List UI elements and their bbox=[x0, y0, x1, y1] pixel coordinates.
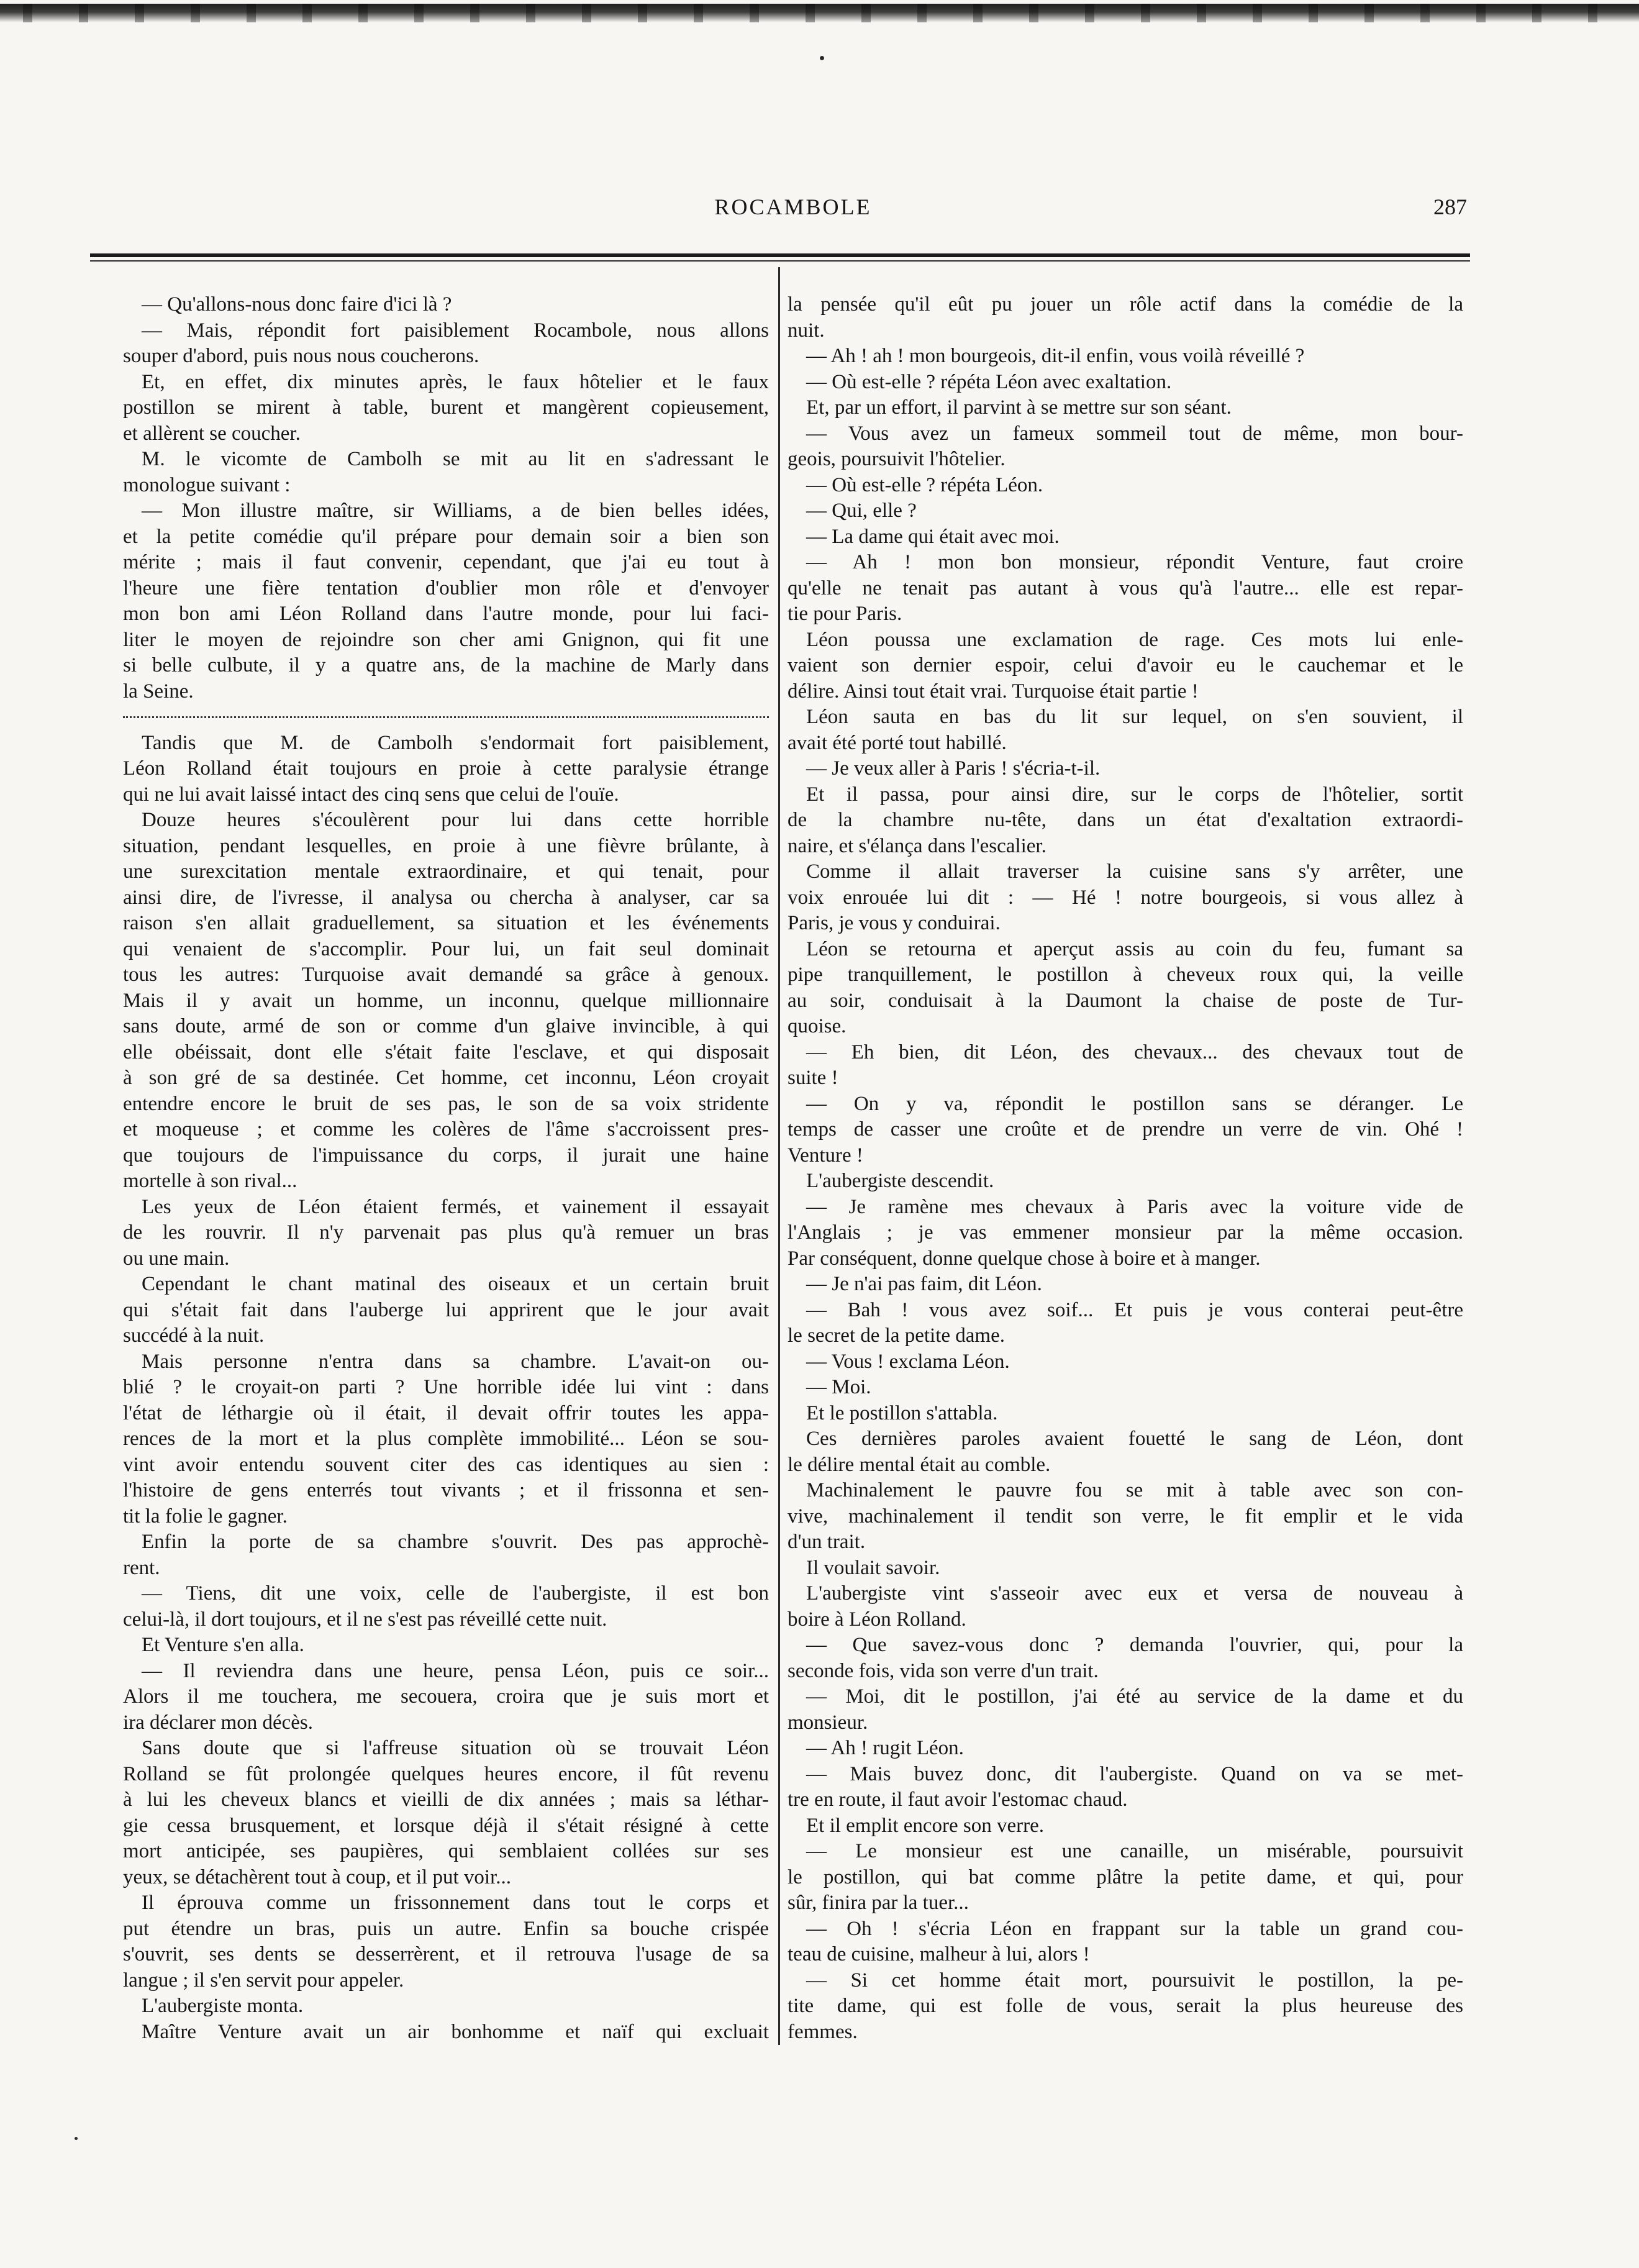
paragraph bbox=[788, 1272, 1463, 1298]
text-line: — Mais, répondit fort paisiblement Rocambole, nous allons bbox=[142, 319, 769, 342]
paragraph bbox=[788, 524, 1463, 550]
text-line: quoise. bbox=[788, 1015, 847, 1037]
scan-edge bbox=[0, 4, 1639, 22]
text-line: à lui les cheveux blancs et vieilli de dix années ; mais sa léthar- bbox=[123, 1788, 769, 1811]
text-line: vaient son dernier espoir, celui d'avoir eu le cauchemar et le bbox=[788, 654, 1463, 676]
paragraph bbox=[788, 1581, 1463, 1633]
running-title: ROCAMBOLE bbox=[714, 194, 872, 219]
text-line: put étendre un bras, puis un autre. Enfin sa bouche crispée bbox=[123, 1917, 769, 1940]
text-line: teau de cuisine, malheur à lui, alors ! bbox=[788, 1943, 1090, 1965]
paragraph bbox=[788, 1736, 1463, 1762]
text-line: L'aubergiste descendit. bbox=[806, 1170, 994, 1192]
text-line: Et le postillon s'attabla. bbox=[806, 1401, 998, 1424]
paragraph bbox=[788, 1684, 1463, 1736]
paragraph bbox=[788, 1091, 1463, 1169]
text-line: si belle culbute, il y a quatre ans, de la machine de Marly dans bbox=[123, 654, 769, 676]
paragraph bbox=[788, 1195, 1463, 1272]
text-line: — Ah ! ah ! mon bourgeois, dit-il enfin, vous voilà réveillé ? bbox=[806, 345, 1305, 367]
text-line: tre en route, il faut avoir l'estomac chaud. bbox=[788, 1788, 1128, 1811]
text-line: Alors il me touchera, me secouera, croira que je suis mort et bbox=[123, 1685, 769, 1708]
paragraph bbox=[788, 756, 1463, 782]
text-line: Paris, je vous y conduirai. bbox=[788, 912, 1001, 934]
text-line: Les yeux de Léon étaient fermés, et vainement il essayait bbox=[142, 1195, 769, 1218]
text-line: — Je ramène mes chevaux à Paris avec la voiture vide de bbox=[806, 1195, 1463, 1218]
text-line: geois, poursuivit l'hôtelier. bbox=[788, 448, 1006, 470]
text-line: de les rouvrir. Il n'y parvenait pas plus qu'à remuer un bras bbox=[123, 1221, 769, 1244]
text-line: l'état de léthargie où il était, il devait offrir toutes les appa- bbox=[123, 1401, 769, 1424]
paragraph bbox=[788, 1168, 1463, 1195]
text-line: vint avoir entendu souvent citer des cas identiques au sien : bbox=[123, 1453, 769, 1476]
paragraph bbox=[788, 1040, 1463, 1091]
text-line: L'aubergiste monta. bbox=[142, 1995, 304, 2017]
paragraph bbox=[123, 731, 769, 808]
text-line: — Où est-elle ? répéta Léon. bbox=[806, 473, 1043, 496]
text-line: et la petite comédie qu'il prépare pour demain soir a bien son bbox=[123, 525, 769, 548]
paragraph bbox=[788, 550, 1463, 627]
text-line: L'aubergiste vint s'asseoir avec eux et versa de nouveau à bbox=[806, 1582, 1463, 1605]
right-column bbox=[788, 292, 1463, 2045]
text-line: Venture ! bbox=[788, 1144, 863, 1167]
text-line: yeux, se détachèrent tout à coup, et il put voir... bbox=[123, 1865, 511, 1888]
scan-speck bbox=[75, 2137, 78, 2140]
text-line: — Vous avez un fameux sommeil tout de même, mon bour- bbox=[806, 422, 1463, 445]
text-line: succédé à la nuit. bbox=[123, 1324, 265, 1347]
text-line: celui-là, il dort toujours, et il ne s'est pas réveillé cette nuit. bbox=[123, 1608, 607, 1631]
text-line: — Bah ! vous avez soif... Et puis je vous conterai peut-être bbox=[806, 1298, 1463, 1321]
text-line: Sans doute que si l'affreuse situation où se trouvait Léon bbox=[142, 1737, 769, 1759]
text-line: — Tiens, dit une voix, celle de l'aubergiste, il est bon bbox=[142, 1582, 769, 1605]
text-line: ira déclarer mon décès. bbox=[123, 1711, 313, 1734]
text-line: d'un trait. bbox=[788, 1531, 866, 1553]
text-line: la Seine. bbox=[123, 680, 194, 703]
text-line: Et il passa, pour ainsi dire, sur le corps de l'hôtelier, sortit bbox=[806, 783, 1463, 806]
paragraph bbox=[788, 1762, 1463, 1813]
text-line: Et, par un effort, il parvint à se mettre sur son séant. bbox=[806, 396, 1232, 419]
text-line: mérite ; mais il faut convenir, cependant, que j'ai eu tout à bbox=[123, 551, 769, 573]
text-line: sûr, finira par la tuer... bbox=[788, 1892, 969, 1914]
text-line: l'histoire de gens enterrés tout vivants ; et il frissonna et sen- bbox=[123, 1479, 769, 1501]
paragraph bbox=[788, 859, 1463, 937]
text-line: qui ne lui avait laissé intact des cinq sens que celui de l'ouïe. bbox=[123, 783, 619, 806]
text-line: Mais personne n'entra dans sa chambre. L'avait-on ou- bbox=[142, 1350, 769, 1373]
text-line: ainsi dire, de l'ivresse, il analysa ou chercha à analyser, car sa bbox=[123, 886, 769, 909]
text-line: boire à Léon Rolland. bbox=[788, 1608, 966, 1631]
text-line: naire, et s'élança dans l'escalier. bbox=[788, 834, 1047, 857]
text-line: le postillon, qui bat comme plâtre la petite dame, et qui, pour bbox=[788, 1865, 1463, 1888]
scan-speck bbox=[820, 56, 824, 60]
section-separator bbox=[123, 704, 769, 731]
text-line: Mais il y avait un homme, un inconnu, quelque millionnaire bbox=[123, 989, 769, 1012]
text-line: Maître Venture avait un air bonhomme et naïf qui excluait bbox=[142, 2020, 769, 2043]
paragraph bbox=[788, 1968, 1463, 2046]
text-line: l'Anglais ; je vas emmener monsieur par la même occasion. bbox=[788, 1221, 1463, 1244]
text-line: Léon poussa une exclamation de rage. Ces mots lui enle- bbox=[806, 628, 1463, 651]
text-line: — Je veux aller à Paris ! s'écria-t-il. bbox=[806, 757, 1101, 780]
text-line: Rolland se fût prolongée quelques heures encore, il fût revenu bbox=[123, 1762, 769, 1785]
text-line: seconde fois, vida son verre d'un trait. bbox=[788, 1659, 1099, 1682]
text-line: — Vous ! exclama Léon. bbox=[806, 1350, 1010, 1373]
paragraph bbox=[788, 395, 1463, 421]
text-line: avait été porté tout habillé. bbox=[788, 731, 1007, 754]
text-line: — Moi, dit le postillon, j'ai été au service de la dame et du bbox=[806, 1685, 1463, 1708]
text-line: mort anticipée, ses paupières, qui semblaient collées sur ses bbox=[123, 1840, 769, 1862]
text-line: — Je n'ai pas faim, dit Léon. bbox=[806, 1273, 1042, 1295]
paragraph bbox=[788, 1426, 1463, 1478]
text-line: Il éprouva comme un frissonnement dans tout le corps et bbox=[142, 1892, 769, 1914]
column-rule bbox=[778, 267, 780, 2045]
paragraph bbox=[788, 292, 1463, 344]
paragraph bbox=[788, 1813, 1463, 1839]
paragraph bbox=[123, 292, 769, 318]
paragraph bbox=[788, 1298, 1463, 1349]
text-line: — Qui, elle ? bbox=[806, 499, 917, 522]
text-line: rent. bbox=[123, 1556, 160, 1579]
text-line: — La dame qui était avec moi. bbox=[806, 525, 1060, 548]
paragraph bbox=[788, 1401, 1463, 1427]
text-line: Il voulait savoir. bbox=[806, 1556, 940, 1579]
text-line: Douze heures s'écoulèrent pour lui dans cette horrible bbox=[142, 809, 769, 831]
paragraph bbox=[788, 421, 1463, 473]
text-line: tie pour Paris. bbox=[788, 603, 902, 625]
text-line: — Qu'allons-nous donc faire d'ici là ? bbox=[142, 293, 452, 316]
paragraph bbox=[788, 1633, 1463, 1684]
text-line: ou une main. bbox=[123, 1247, 230, 1270]
text-line: Léon Rolland était toujours en proie à cette paralysie étrange bbox=[123, 757, 769, 780]
text-line: — On y va, répondit le postillon sans se déranger. Le bbox=[806, 1092, 1463, 1115]
text-line: M. le vicomte de Cambolh se mit au lit en s'adressant le bbox=[142, 448, 769, 470]
text-line: langue ; il s'en servit pour appeler. bbox=[123, 1969, 404, 1992]
text-line: la pensée qu'il eût pu jouer un rôle actif dans la comédie de la bbox=[788, 293, 1463, 316]
paragraph bbox=[788, 1839, 1463, 1916]
text-line: situation, pendant lesquelles, en proie à une fièvre brûlante, à bbox=[123, 834, 769, 857]
text-line: de la chambre nu-tête, dans un état d'exaltation extraordi- bbox=[788, 809, 1463, 831]
text-line: s'ouvrit, ses dents se desserrèrent, et il retrouva l'usage de sa bbox=[123, 1943, 769, 1965]
paragraph bbox=[788, 473, 1463, 499]
text-line: vive, machinalement il tendit son verre, le fit emplir et le vida bbox=[788, 1505, 1463, 1528]
text-line: Et, en effet, dix minutes après, le faux hôtelier et le faux bbox=[142, 370, 769, 393]
text-line: femmes. bbox=[788, 2020, 858, 2043]
paragraph bbox=[788, 1349, 1463, 1375]
paragraph bbox=[788, 1478, 1463, 1555]
text-line: Léon se retourna et aperçut assis au coin du feu, fumant sa bbox=[806, 937, 1463, 960]
text-line: — Mon illustre maître, sir Williams, a de bien belles idées, bbox=[142, 499, 769, 522]
text-line: sans doute, armé de son or comme d'un glaive invincible, à qui bbox=[123, 1015, 769, 1037]
text-line: — Où est-elle ? répéta Léon avec exaltation. bbox=[806, 370, 1172, 393]
text-line: le secret de la petite dame. bbox=[788, 1324, 1005, 1347]
text-line: temps de casser une croûte et de prendre un verre de vin. Ohé ! bbox=[788, 1118, 1463, 1141]
text-line: — Eh bien, dit Léon, des chevaux... des chevaux tout de bbox=[806, 1041, 1463, 1063]
text-line: mortelle à son rival... bbox=[123, 1170, 297, 1192]
text-line: — Ah ! rugit Léon. bbox=[806, 1737, 964, 1759]
left-column bbox=[123, 292, 769, 2045]
paragraph bbox=[788, 627, 1463, 705]
text-line: entendre encore le bruit de ses pas, le son de sa voix stridente bbox=[123, 1092, 769, 1115]
text-line: que toujours de l'impuissance du corps, il jurait une haine bbox=[123, 1144, 769, 1167]
paragraph bbox=[788, 370, 1463, 396]
text-line: tous les autres: Turquoise avait demandé sa grâce à genoux. bbox=[123, 963, 769, 986]
text-line: souper d'abord, puis nous nous coucherons. bbox=[123, 345, 479, 367]
paragraph bbox=[123, 1581, 769, 1633]
paragraph bbox=[788, 1916, 1463, 1968]
text-line: qu'elle ne tenait pas autant à vous qu'à l'autre... elle est repar- bbox=[788, 576, 1463, 599]
paragraph bbox=[123, 447, 769, 498]
text-line: et allèrent se coucher. bbox=[123, 422, 301, 445]
paragraph bbox=[788, 498, 1463, 524]
text-line: — Oh ! s'écria Léon en frappant sur la table un grand cou- bbox=[806, 1917, 1463, 1940]
page-number: 287 bbox=[1433, 194, 1467, 219]
text-line: Comme il allait traverser la cuisine sans s'y arrêter, une bbox=[806, 860, 1463, 883]
paragraph bbox=[123, 1272, 769, 1349]
paragraph bbox=[788, 937, 1463, 1040]
paragraph bbox=[123, 370, 769, 447]
header-rule-thick bbox=[90, 253, 1470, 257]
text-line: l'heure une fière tentation d'oublier mon rôle et d'envoyer bbox=[123, 576, 769, 599]
text-line: — Le monsieur est une canaille, un misérable, poursuivit bbox=[806, 1840, 1463, 1862]
text-line: qui venaient de s'accomplir. Pour lui, un fait seul dominait bbox=[123, 937, 769, 960]
paragraph bbox=[123, 1993, 769, 2020]
paragraph bbox=[123, 1529, 769, 1581]
text-line: une surexcitation mentale extraordinaire, et qui tenait, pour bbox=[123, 860, 769, 883]
text-line: nuit. bbox=[788, 319, 825, 342]
text-line: Et Venture s'en alla. bbox=[142, 1634, 304, 1656]
text-line: à son gré de sa destinée. Cet homme, cet inconnu, Léon croyait bbox=[123, 1067, 769, 1089]
text-line: tit la folie le gagner. bbox=[123, 1505, 288, 1528]
paragraph bbox=[123, 1195, 769, 1272]
text-line: — Mais buvez donc, dit l'aubergiste. Quand on va se met- bbox=[806, 1762, 1463, 1785]
text-line: — Moi. bbox=[806, 1376, 871, 1398]
text-line: — Il reviendra dans une heure, pensa Léon, puis ce soir... bbox=[142, 1659, 769, 1682]
text-line: — Si cet homme était mort, poursuivit le postillon, la pe- bbox=[806, 1969, 1463, 1992]
text-line: Enfin la porte de sa chambre s'ouvrit. Des pas approchè- bbox=[142, 1531, 769, 1553]
text-line: postillon se mirent à table, burent et mangèrent copieusement, bbox=[123, 396, 769, 419]
text-line: rences de la mort et la plus complète immobilité... Léon se sou- bbox=[123, 1428, 769, 1450]
paragraph bbox=[788, 344, 1463, 370]
text-line: tite dame, qui est folle de vous, serait la plus heureuse des bbox=[788, 1995, 1463, 2017]
paragraph bbox=[123, 1633, 769, 1659]
text-line: Ces dernières paroles avaient fouetté le sang de Léon, dont bbox=[806, 1428, 1463, 1450]
paragraph bbox=[123, 1736, 769, 1890]
text-line: monologue suivant : bbox=[123, 473, 291, 496]
text-line: au soir, conduisait à la Daumont la chaise de poste de Tur- bbox=[788, 989, 1463, 1012]
text-line: raison s'en allait graduellement, sa situation et les événements bbox=[123, 912, 769, 934]
text-line: Et il emplit encore son verre. bbox=[806, 1814, 1045, 1837]
header-rule-thin bbox=[90, 260, 1470, 262]
text-line: qui s'était fait dans l'auberge lui apprirent que le jour avait bbox=[123, 1298, 769, 1321]
paragraph bbox=[123, 1349, 769, 1530]
text-line: monsieur. bbox=[788, 1711, 868, 1734]
text-line: — Que savez-vous donc ? demanda l'ouvrier, qui, pour la bbox=[806, 1634, 1463, 1656]
paragraph bbox=[788, 1555, 1463, 1582]
paragraph bbox=[123, 498, 769, 704]
text-line: délire. Ainsi tout était vrai. Turquoise était partie ! bbox=[788, 680, 1199, 703]
text-line: — Ah ! mon bon monsieur, répondit Venture, faut croire bbox=[806, 551, 1463, 573]
text-line: liter le moyen de rejoindre son cher ami Gnignon, qui fit une bbox=[123, 628, 769, 651]
paragraph bbox=[123, 1659, 769, 1736]
text-line: Par conséquent, donne quelque chose à boire et à manger. bbox=[788, 1247, 1261, 1270]
paragraph bbox=[123, 808, 769, 1195]
text-line: Machinalement le pauvre fou se mit à table avec son con- bbox=[806, 1479, 1463, 1501]
paragraph bbox=[123, 1890, 769, 1993]
text-line: le délire mental était au comble. bbox=[788, 1453, 1051, 1476]
text-line: gie cessa brusquement, et lorsque déjà il s'était résigné à cette bbox=[123, 1814, 769, 1837]
text-line: voix enrouée lui dit : — Hé ! notre bourgeois, si vous allez à bbox=[788, 886, 1463, 909]
paragraph bbox=[123, 318, 769, 370]
text-line: Tandis que M. de Cambolh s'endormait fort paisiblement, bbox=[142, 731, 769, 754]
text-line: mon bon ami Léon Rolland dans l'autre monde, pour lui faci- bbox=[123, 603, 769, 625]
text-line: et moqueuse ; et comme les colères de l'âme s'accroissent pres- bbox=[123, 1118, 769, 1141]
paragraph bbox=[788, 1375, 1463, 1401]
text-line: elle obéissait, dont elle s'était faite l'esclave, et qui disposait bbox=[123, 1041, 769, 1063]
text-line: Cependant le chant matinal des oiseaux et un certain bruit bbox=[142, 1273, 769, 1295]
text-line: suite ! bbox=[788, 1067, 838, 1089]
text-line: blié ? le croyait-on parti ? Une horrible idée lui vint : dans bbox=[123, 1376, 769, 1398]
text-line: pipe tranquillement, le postillon à cheveux roux qui, la veille bbox=[788, 963, 1463, 986]
paragraph bbox=[788, 704, 1463, 756]
text-line: Léon sauta en bas du lit sur lequel, on s'en souvient, il bbox=[806, 706, 1463, 728]
paragraph bbox=[788, 782, 1463, 860]
paragraph bbox=[123, 2020, 769, 2046]
